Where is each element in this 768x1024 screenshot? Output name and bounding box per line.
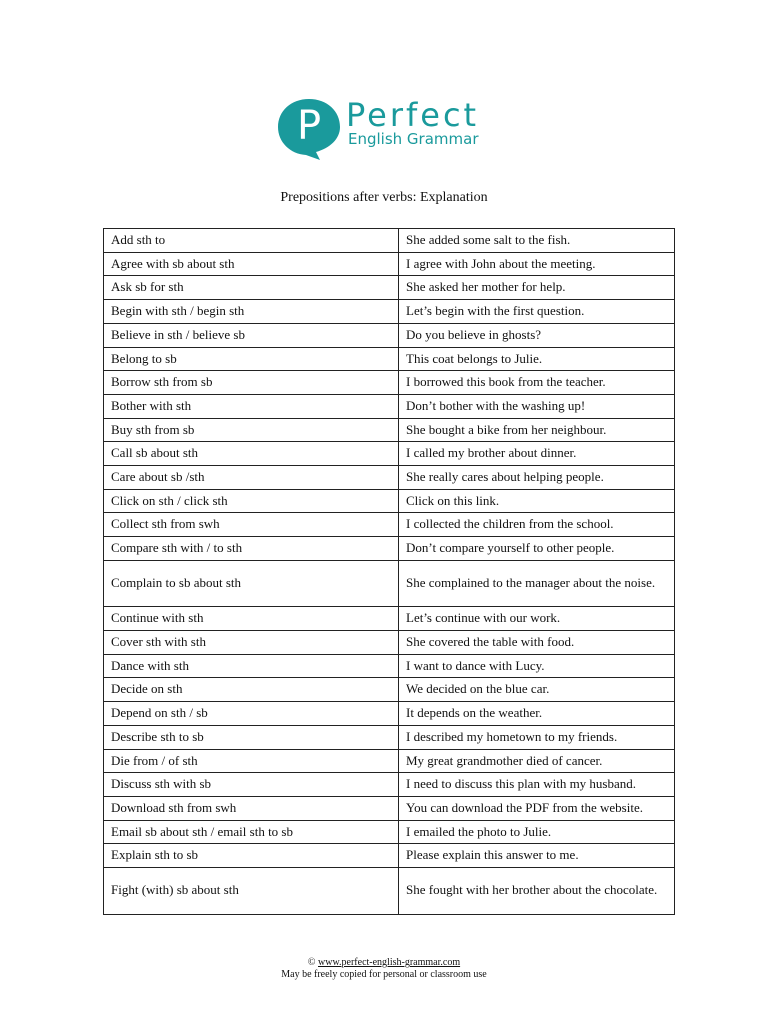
example-sentence-cell: Please explain this answer to me. — [399, 844, 675, 868]
verb-cell: Buy sth from sb — [104, 418, 399, 442]
example-sentence-cell: My great grandmother died of cancer. — [399, 749, 675, 773]
verb-cell: Describe sth to sb — [104, 725, 399, 749]
example-sentence-cell: She complained to the manager about the noise. — [399, 560, 675, 607]
footer-note: May be freely copied for personal or classroom use — [281, 969, 487, 980]
footer — [0, 957, 768, 981]
verb-cell: Agree with sb about sth — [104, 252, 399, 276]
footer-copyright-line — [0, 957, 768, 969]
verb-cell: Click on sth / click sth — [104, 489, 399, 513]
example-sentence-cell: I called my brother about dinner. — [399, 442, 675, 466]
verb-cell: Call sb about sth — [104, 442, 399, 466]
verb-cell: Download sth from swh — [104, 796, 399, 820]
example-sentence-cell: I borrowed this book from the teacher. — [399, 371, 675, 395]
footer-url-link[interactable]: www.perfect-english-grammar.com — [318, 957, 461, 968]
table-row — [104, 442, 675, 466]
table-row — [104, 489, 675, 513]
example-sentence-cell: Let’s begin with the first question. — [399, 300, 675, 324]
verb-cell: Discuss sth with sb — [104, 773, 399, 797]
example-sentence-cell: She covered the table with food. — [399, 631, 675, 655]
verb-cell: Cover sth with sth — [104, 631, 399, 655]
prepositions-table — [103, 228, 675, 915]
copyright-symbol: © — [307, 957, 316, 968]
table-row — [104, 229, 675, 253]
example-sentence-cell: I need to discuss this plan with my husband. — [399, 773, 675, 797]
table-row — [104, 773, 675, 797]
table-row — [104, 725, 675, 749]
verb-cell: Care about sb /sth — [104, 466, 399, 490]
example-sentence-cell: We decided on the blue car. — [399, 678, 675, 702]
verb-cell: Add sth to — [104, 229, 399, 253]
table-row — [104, 820, 675, 844]
example-sentence-cell: She really cares about helping people. — [399, 466, 675, 490]
speech-bubble-p-icon — [276, 97, 342, 161]
table-row — [104, 749, 675, 773]
verb-cell: Explain sth to sb — [104, 844, 399, 868]
verb-cell: Dance with sth — [104, 654, 399, 678]
example-sentence-cell: This coat belongs to Julie. — [399, 347, 675, 371]
verb-cell: Bother with sth — [104, 394, 399, 418]
example-sentence-cell: She asked her mother for help. — [399, 276, 675, 300]
table-row — [104, 394, 675, 418]
table-row — [104, 371, 675, 395]
verb-cell: Continue with sth — [104, 607, 399, 631]
table-row — [104, 252, 675, 276]
example-sentence-cell: I collected the children from the school. — [399, 513, 675, 537]
table-row — [104, 418, 675, 442]
example-sentence-cell: Don’t compare yourself to other people. — [399, 537, 675, 561]
table-row — [104, 678, 675, 702]
table-body — [104, 229, 675, 915]
verb-cell: Begin with sth / begin sth — [104, 300, 399, 324]
verb-cell: Complain to sb about sth — [104, 560, 399, 607]
table-row — [104, 300, 675, 324]
example-sentence-cell: You can download the PDF from the website. — [399, 796, 675, 820]
table-row — [104, 607, 675, 631]
table-row — [104, 844, 675, 868]
table-row — [104, 347, 675, 371]
table-row — [104, 796, 675, 820]
example-sentence-cell: She fought with her brother about the chocolate. — [399, 868, 675, 915]
table-row — [104, 654, 675, 678]
logo-word-english-grammar: English Grammar — [348, 130, 479, 148]
verb-cell: Email sb about sth / email sth to sb — [104, 820, 399, 844]
table-row — [104, 323, 675, 347]
verb-cell: Borrow sth from sb — [104, 371, 399, 395]
table-row — [104, 560, 675, 607]
example-sentence-cell: Do you believe in ghosts? — [399, 323, 675, 347]
verb-cell: Ask sb for sth — [104, 276, 399, 300]
verb-cell: Decide on sth — [104, 678, 399, 702]
example-sentence-cell: I emailed the photo to Julie. — [399, 820, 675, 844]
table-row — [104, 702, 675, 726]
verb-cell: Fight (with) sb about sth — [104, 868, 399, 915]
logo — [276, 97, 496, 161]
table-row — [104, 276, 675, 300]
verb-cell: Believe in sth / believe sb — [104, 323, 399, 347]
example-sentence-cell: I want to dance with Lucy. — [399, 654, 675, 678]
example-sentence-cell: She added some salt to the fish. — [399, 229, 675, 253]
example-sentence-cell: Don’t bother with the washing up! — [399, 394, 675, 418]
logo-word-perfect: Perfect — [346, 96, 480, 134]
example-sentence-cell: I agree with John about the meeting. — [399, 252, 675, 276]
example-sentence-cell: I described my hometown to my friends. — [399, 725, 675, 749]
logo-letter: P — [296, 103, 322, 149]
table-row — [104, 631, 675, 655]
table-row — [104, 466, 675, 490]
page-title: Prepositions after verbs: Explanation — [280, 190, 488, 205]
verb-cell: Collect sth from swh — [104, 513, 399, 537]
verb-cell: Compare sth with / to sth — [104, 537, 399, 561]
verb-cell: Depend on sth / sb — [104, 702, 399, 726]
table-row — [104, 868, 675, 915]
example-sentence-cell: Let’s continue with our work. — [399, 607, 675, 631]
verb-cell: Belong to sb — [104, 347, 399, 371]
table-row — [104, 513, 675, 537]
example-sentence-cell: She bought a bike from her neighbour. — [399, 418, 675, 442]
table-row — [104, 537, 675, 561]
verb-cell: Die from / of sth — [104, 749, 399, 773]
example-sentence-cell: Click on this link. — [399, 489, 675, 513]
example-sentence-cell: It depends on the weather. — [399, 702, 675, 726]
